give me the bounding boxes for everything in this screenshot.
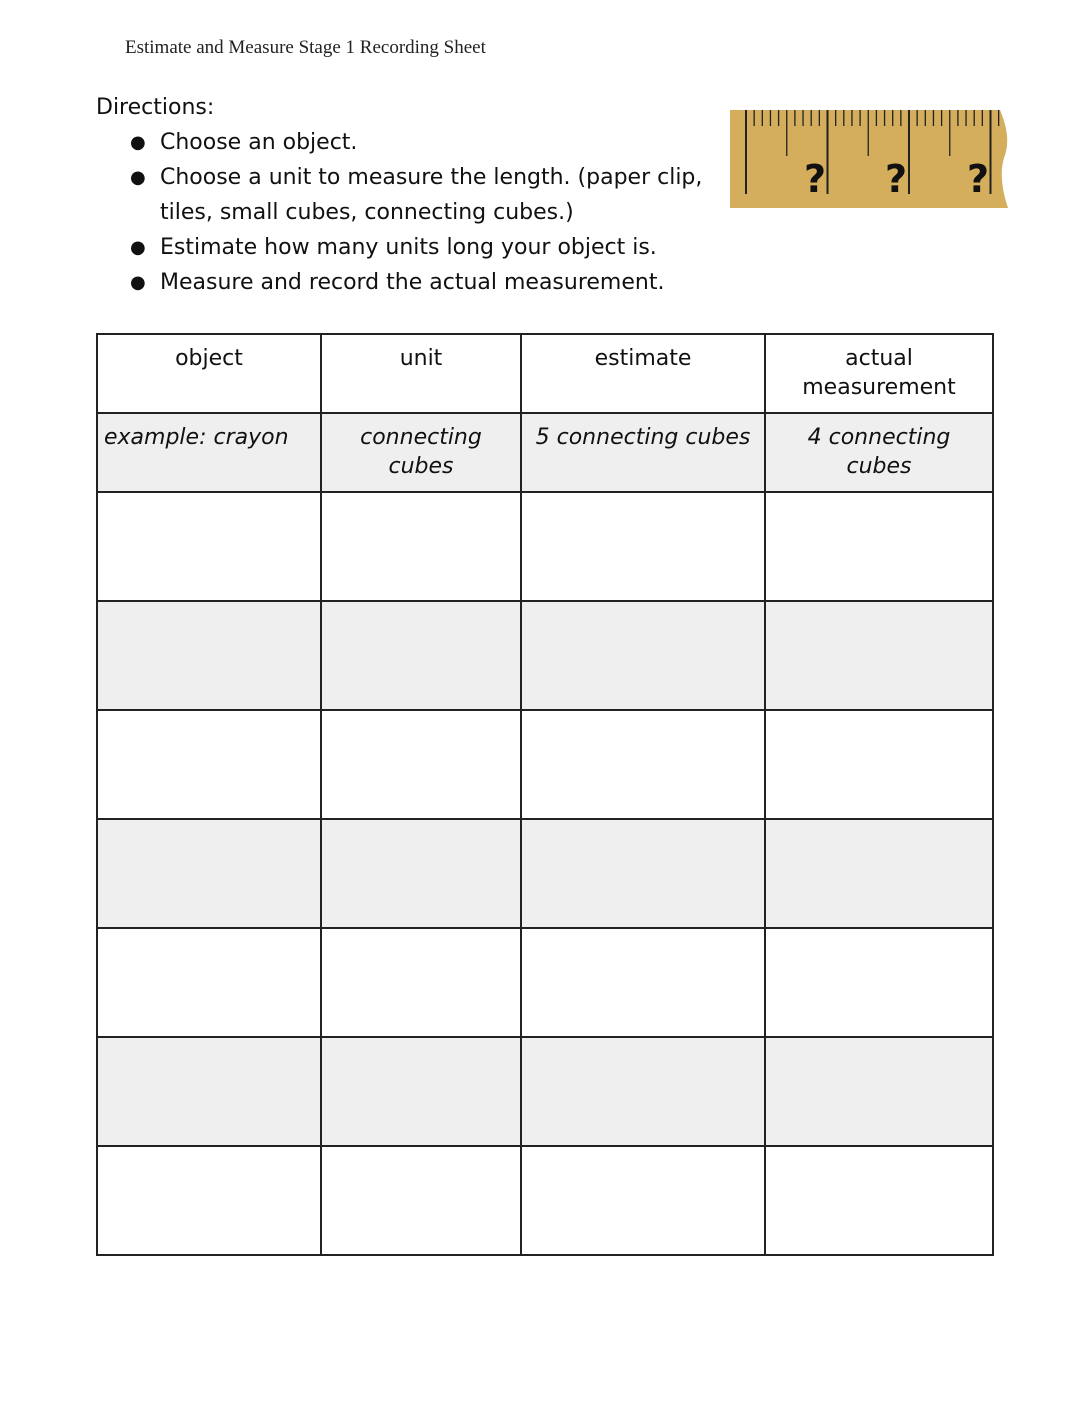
actual-cell[interactable] (765, 710, 993, 819)
table-header-row (97, 334, 993, 413)
column-header-actual-measurement: actual measurement (765, 334, 993, 413)
column-header-object: object (97, 334, 321, 413)
estimate-cell[interactable] (521, 819, 765, 928)
object-cell[interactable] (97, 710, 321, 819)
estimate-cell[interactable] (521, 1037, 765, 1146)
directions-list (96, 125, 716, 300)
table-row (97, 710, 993, 819)
object-cell[interactable] (97, 928, 321, 1037)
actual-cell[interactable] (765, 1037, 993, 1146)
actual-cell[interactable] (765, 601, 993, 710)
example-row (97, 413, 993, 492)
unit-cell[interactable] (321, 928, 521, 1037)
directions-section (96, 90, 716, 300)
unit-cell[interactable] (321, 1146, 521, 1255)
example-actual-cell: 4 connecting cubes (765, 413, 993, 492)
unit-cell[interactable] (321, 601, 521, 710)
direction-item (96, 160, 716, 230)
direction-text: Measure and record the actual measurement. (160, 270, 665, 295)
estimate-cell[interactable] (521, 492, 765, 601)
bullet-icon: ● (130, 132, 146, 153)
ruler-question-mark: ? (803, 157, 827, 201)
actual-cell[interactable] (765, 492, 993, 601)
bullet-icon: ● (130, 167, 146, 188)
object-cell[interactable] (97, 1037, 321, 1146)
table-row (97, 601, 993, 710)
estimate-cell[interactable] (521, 1146, 765, 1255)
example-unit-cell: connecting cubes (321, 413, 521, 492)
actual-cell[interactable] (765, 1146, 993, 1255)
unit-cell[interactable] (321, 1037, 521, 1146)
direction-text: Choose an object. (160, 130, 358, 155)
object-cell[interactable] (97, 819, 321, 928)
directions-title: Directions: (96, 95, 215, 120)
unit-cell[interactable] (321, 710, 521, 819)
object-cell[interactable] (97, 601, 321, 710)
direction-item (96, 230, 716, 265)
object-cell[interactable] (97, 492, 321, 601)
direction-item (96, 125, 716, 160)
direction-text: Estimate how many units long your object is. (160, 235, 657, 260)
object-cell[interactable] (97, 1146, 321, 1255)
estimate-cell[interactable] (521, 710, 765, 819)
column-header-estimate: estimate (521, 334, 765, 413)
actual-cell[interactable] (765, 819, 993, 928)
ruler-question-mark: ? (966, 157, 990, 201)
unit-cell[interactable] (321, 492, 521, 601)
estimate-cell[interactable] (521, 928, 765, 1037)
unit-cell[interactable] (321, 819, 521, 928)
document-header: Estimate and Measure Stage 1 Recording Sheet (125, 37, 486, 58)
table-row (97, 819, 993, 928)
example-estimate-cell: 5 connecting cubes (521, 413, 765, 492)
bullet-icon: ● (130, 237, 146, 258)
table-row (97, 492, 993, 601)
table-row (97, 1037, 993, 1146)
direction-item (96, 265, 716, 300)
table-row (97, 1146, 993, 1255)
estimate-cell[interactable] (521, 601, 765, 710)
recording-table (96, 333, 994, 1256)
table-row (97, 928, 993, 1037)
ruler-question-mark: ? (884, 157, 908, 201)
example-object-cell: example: crayon (97, 413, 321, 492)
bullet-icon: ● (130, 272, 146, 293)
actual-cell[interactable] (765, 928, 993, 1037)
ruler-icon (730, 108, 1010, 212)
column-header-unit: unit (321, 334, 521, 413)
direction-text: Choose a unit to measure the length. (paper clip, tiles, small cubes, connecting cubes.) (160, 165, 703, 225)
